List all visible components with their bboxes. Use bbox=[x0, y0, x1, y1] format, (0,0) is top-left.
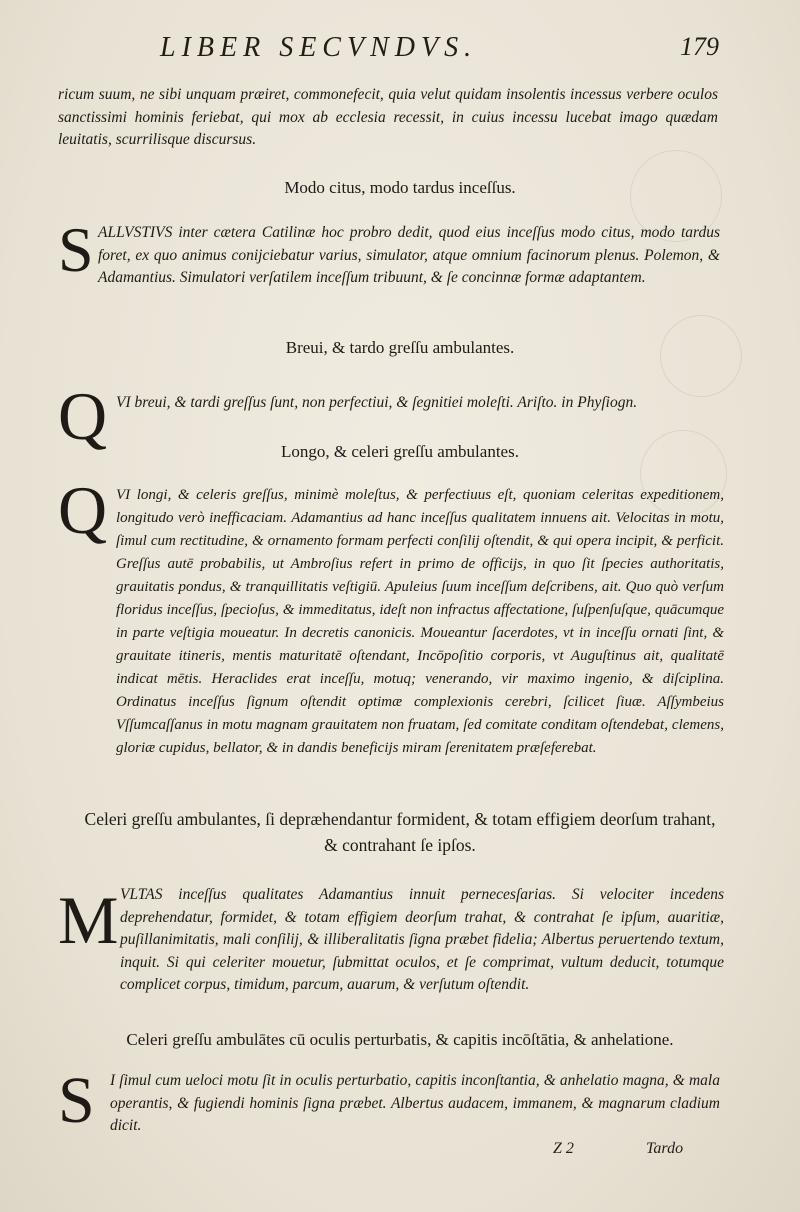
drop-capital: M bbox=[58, 882, 119, 958]
catchword: Tardo bbox=[646, 1140, 684, 1157]
drop-capital: Q bbox=[58, 472, 108, 548]
section-paragraph: VI longi, & celeris greſſus, minimè moleſtus, & perfectiuus eſt, quoniam celeritas expeditionem, longitudo verò inefficaciam. Adamantius ad hanc inceſſus qualitatem innuens ait. Velocitas in motu, ſimul cum rectitudine, & ornamento formam perfecti conſilij oſtendit, & qui opera incipit, & perficit. Greſſus autē probabilis, ut Ambroſius refert in primo de officijs, in quo ſit ſpecies authoritatis, grauitatis pondus, & tranquillitatis veſtigiū. Apuleius ſuum inceſſum deſcribens, ait. Quo quò verſum floridus inceſſus, ſpecioſus, & immeditatus, ideſt non infractus affectatione, ſuſpenſuſque, quācumque in parte veſtigia moueatur. In decretis canonicis. Moueantur ſacerdotes, vt in inceſſu ornati ſint, & grauitate itineris, mentis maturitatē oſtendant, Incōpoſitio corporis, vt Auguſtinus ait, qualitatē indicat mētis. Heraclides erat inceſſu, motuq; venerando, vir maximo ingenio, & diſciplina. Ordinatus inceſſus ſignum oſtendit optimæ complexionis cerebri, ſcilicet ſiuæ. Aſſymbeius Vſſumcaſſanus in motu magnam grauitatem non fruatam, ſed comitate conditam oſtendebat, clemens, gloriæ cupidus, bellator, & in dandis beneficijs miram ſerenitatem præſeferebat. bbox=[116, 487, 724, 756]
drop-capital: S bbox=[58, 1064, 95, 1137]
section-paragraph: I ſimul cum ueloci motu ſit in oculis perturbatio, capitis inconſtantia, & anhelatio magna, & mala operantis, & fugiendi hominis ſigna præbet. Albertus audacem, immanem, & magnarum cladium dicit. bbox=[110, 1072, 720, 1134]
section-paragraph: VLTAS inceſſus qualitates Adamantius innuit pernecesſarias. Si velociter incedens deprehendatur, formidet, & totam effigiem deorſum trahat, & contrahat ſe ipſum, auaritiæ, puſillanimitatis, mali conſilij, & illiberalitatis ſigna præbet fidelia; Albertus peruertendo textum, inquit. Si qui celeriter mouetur, ſubmittat oculos, et ſe comprimat, vultum deducit, totumque complicet corpus, timidum, parcum, auarum, & verſutum oſtendit. bbox=[120, 886, 724, 993]
drop-capital: Q bbox=[58, 378, 108, 454]
section-heading: Breui, & tardo greſſu ambulantes. bbox=[285, 338, 515, 357]
section-paragraph: ALLVSTIVS inter cætera Catilinæ hoc probro dedit, quod eius inceſſus modo citus, modo tardus foret, ex quo animus conijciebatur varius, simulator, atque omnium facinorum plenus. Polemon, & Adamantius. Simulatori verſatilem inceſſum tribuunt, & ſe concinnæ formæ adaptantem. bbox=[98, 224, 720, 286]
running-head bbox=[0, 28, 800, 68]
running-title: LIBER SECVNDVS. bbox=[160, 32, 478, 63]
section-heading: Modo citus, modo tardus inceſſus. bbox=[284, 178, 516, 197]
section-heading: Celeri greſſu ambulantes, ſi depræhendantur formident, & totam effigiem deorſum trahant, & contrahant ſe ipſos. bbox=[84, 809, 716, 855]
page-number: 179 bbox=[680, 32, 719, 61]
signature-mark: Z 2 bbox=[553, 1140, 574, 1157]
section-heading: Longo, & celeri greſſu ambulantes. bbox=[281, 442, 519, 461]
drop-capital: S bbox=[58, 214, 94, 285]
section-paragraph: VI breui, & tardi greſſus ſunt, non perfectiui, & ſegnitiei moleſti. Ariſto. in Phyſiogn. bbox=[116, 394, 638, 411]
section-heading: Celeri greſſu ambulātes cū oculis perturbatis, & capitis incōſtātia, & anhelatione. bbox=[126, 1030, 674, 1049]
opening-paragraph: ricum suum, ne sibi unquam præiret, commonefecit, quia velut quidam insolentis incessus verbere oculos sanctissimi hominis feriebat, qui mox ab ecclesia recessit, in cuius incessu lucebat imago quædam leuitatis, scurrilisque discursus. bbox=[58, 86, 718, 148]
